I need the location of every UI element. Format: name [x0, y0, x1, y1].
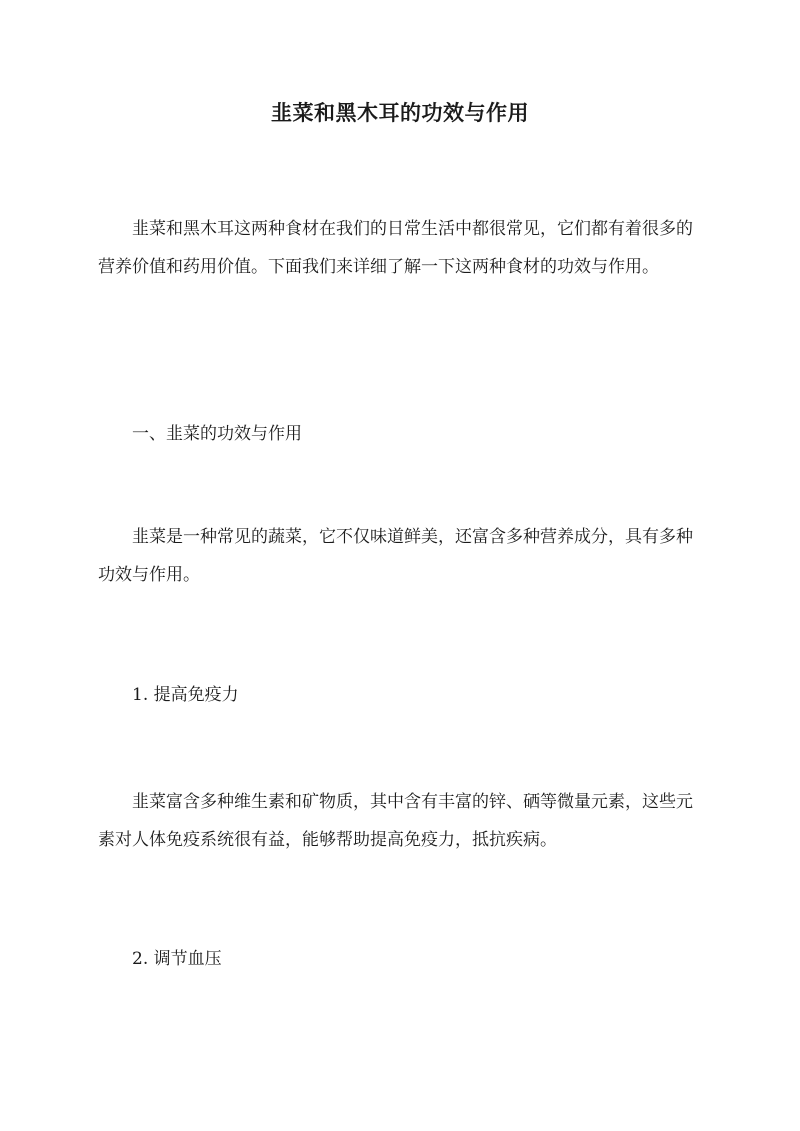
document-title: 韭菜和黑木耳的功效与作用 [271, 100, 529, 125]
item-heading-blood-pressure: 2. 调节血压 [132, 949, 222, 969]
item-heading-immunity: 1. 提高免疫力 [132, 685, 239, 705]
intro-paragraph: 韭菜和黑木耳这两种食材在我们的日常生活中都很常见，它们都有着很多的营养价值和药用价值。下面我们来详细了解一下这两种食材的功效与作用。 [98, 219, 693, 277]
section-paragraph-leek: 韭菜是一种常见的蔬菜，它不仅味道鲜美，还富含多种营养成分，具有多种功效与作用。 [98, 527, 693, 585]
item-paragraph-immunity: 韭菜富含多种维生素和矿物质，其中含有丰富的锌、硒等微量元素，这些元素对人体免疫系统很有益，能够帮助提高免疫力，抵抗疾病。 [98, 792, 693, 850]
section-heading-leek: 一、韭菜的功效与作用 [132, 424, 302, 444]
